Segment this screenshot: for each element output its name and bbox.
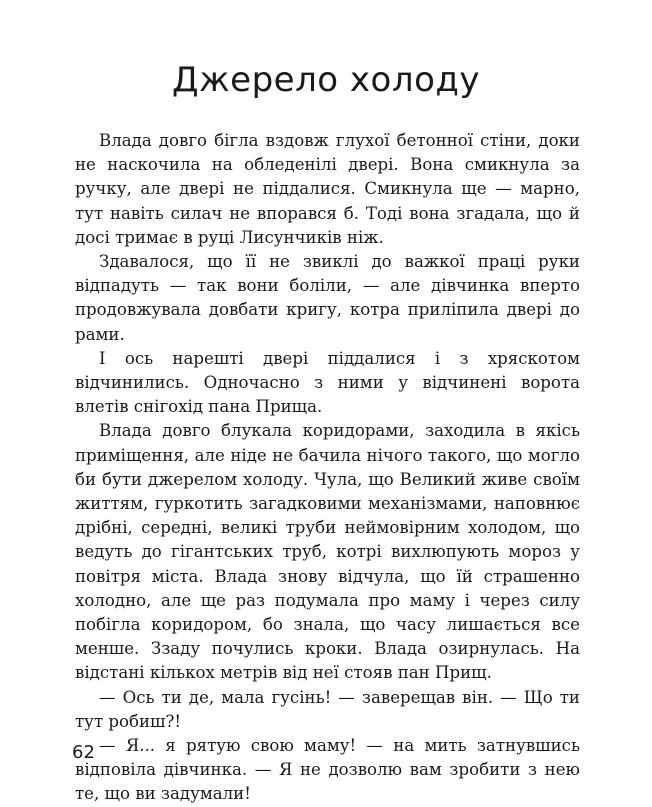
paragraph: Влада довго блукала коридорами, заходила в якісь приміщення, але ніде не бачила нічого такого, що могло би бути джерелом холоду. Чула, що Великий живе своїм життям, гуркотить загадковими механізмами, наповнює дрібні, середні, великі труби неймовірним холодом, що ведуть до гігантських труб, котрі вихлюпують мороз у повітря міста. Влада знову відчула, що їй страшенно холодно, але ще раз подумала про маму і через силу побігла коридором, бо знала, що часу лишається все менше. Ззаду почулись кроки. Влада озирнулась. На відстані кількох метрів від неї стояв пан Прищ. [75,421,580,683]
page-number: 62 [72,742,95,763]
paragraph: — Ось ти де, мала гусінь! — заверещав він. — Що ти тут робиш?! [75,687,580,731]
paragraph: — Я... я рятую свою маму! — на мить затнувшись відповіла дівчинка. — Я не дозволю вам зробити з нею те, що ви задумали! [75,736,580,804]
paragraph: І ось нарешті двері піддалися і з хряскотом відчинились. Одночасно з ними у відчинені ворота влетів снігохід пана Прища. [75,348,580,417]
paragraph: Влада довго бігла вздовж глухої бетонної стіни, доки не наскочила на обледенілі двері. Вона смикнула за ручку, але двері не піддалися. Смикнула ще — марно, тут навіть силач не впорався б. Тоді вона згадала, що й досі тримає в руці Лисунчиків ніж. [75,131,580,247]
chapter-title: Джерело холоду [171,60,481,100]
body-text [75,129,580,807]
paragraph: Здавалося, що її не звиклі до важкої праці руки відпадуть — так вони боліли, — але дівчинка вперто продовжувала довбати кригу, котра приліпила двері до рами. [75,252,580,344]
